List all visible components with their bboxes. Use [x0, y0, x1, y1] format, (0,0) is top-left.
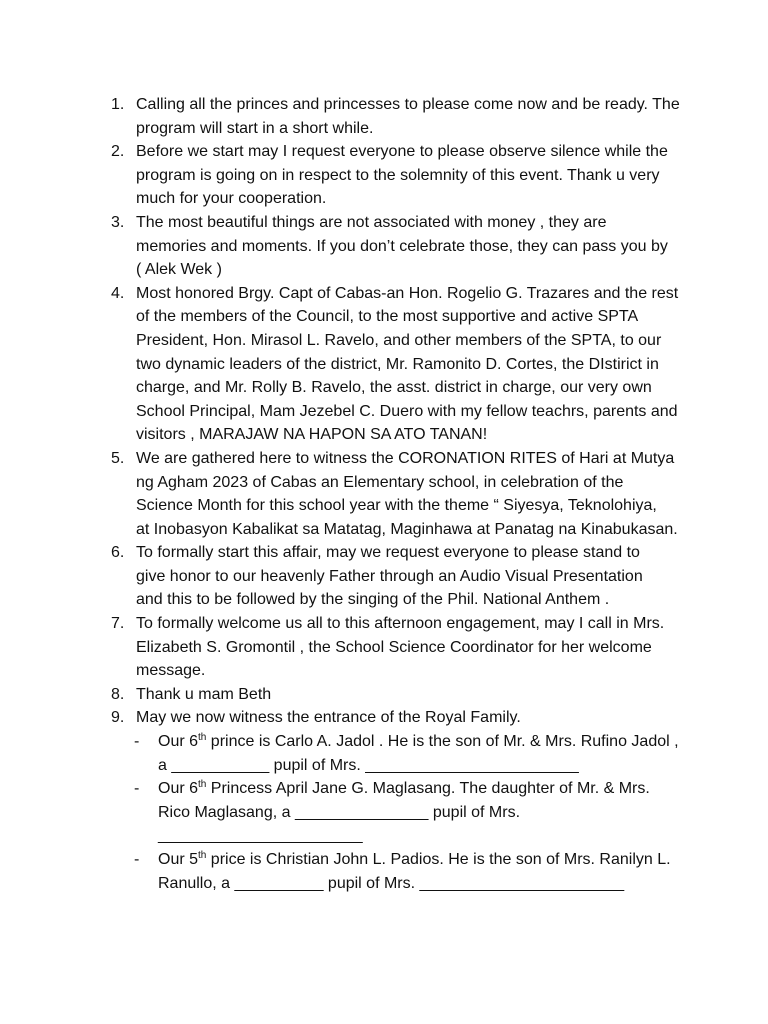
item-text: program is going on in respect to the solemnity of this event. Thank u very [136, 166, 660, 184]
list-item [0, 211, 676, 282]
item-text: visitors , MARAJAW NA HAPON SA ATO TANAN! [136, 426, 488, 444]
ordinal-suffix: th [198, 850, 207, 861]
entry-text: price is Christian John L. Padios. He is the son of Mrs. Ranilyn L. [206, 851, 671, 868]
item-text: message. [136, 662, 206, 680]
entry-text: Our 5 [158, 851, 199, 868]
entry-text: a ___________ pupil of Mrs. ________________________ [158, 756, 579, 774]
item-number: 8. [111, 685, 125, 703]
item-text: much for your cooperation. [136, 190, 327, 208]
item-text: School Principal, Mam Jezebel C. Duero with my fellow teachrs, parents and [136, 402, 678, 420]
dash-bullet: - [134, 733, 140, 751]
item-text: May we now witness the entrance of the Royal Family. [136, 709, 521, 727]
entry-text: Our 6 [158, 733, 199, 751]
item-number: 3. [111, 213, 125, 231]
entry-text: Ranullo, a __________ pupil of Mrs. _______________________ [158, 874, 625, 892]
item-text: give honor to our heavenly Father through an Audio Visual Presentation [136, 567, 643, 585]
item-text: We are gathered here to witness the CORONATION RITES of Hari at Mutya [136, 449, 675, 467]
item-text: Before we start may I request everyone to please observe silence while the [136, 143, 668, 161]
item-text: and this to be followed by the singing of the Phil. National Anthem . [136, 591, 610, 609]
item-number: 5. [111, 449, 125, 467]
item-text: Calling all the princes and princesses to please come now and be ready. The [136, 96, 680, 113]
royal-family-entry [0, 777, 678, 848]
item-text: President, Hon. Mirasol L. Ravelo, and other members of the SPTA, to our [136, 331, 662, 349]
entry-first-line [158, 730, 678, 754]
entry-text: prince is Carlo A. Jadol . He is the son of Mr. & Mrs. Rufino Jadol , [206, 733, 679, 751]
item-text: two dynamic leaders of the district, Mr. Ramonito D. Cortes, the DIstirict in [136, 355, 659, 373]
item-number: 2. [111, 143, 125, 161]
entry-first-line [158, 777, 678, 801]
list-item [0, 140, 676, 211]
item-text: charge, and Mr. Rolly B. Ravelo, the asst. district in charge, our very own [136, 379, 652, 397]
item-text: ( Alek Wek ) [136, 261, 222, 279]
list-item [0, 93, 680, 140]
royal-family-entry [0, 730, 678, 777]
royal-family-entry [0, 848, 678, 895]
item-text: To formally start this affair, may we request everyone to please stand to [136, 544, 640, 562]
list-item [0, 706, 676, 730]
item-text: Thank u mam Beth [136, 685, 272, 703]
program-script [0, 93, 768, 895]
item-number: 9. [111, 709, 125, 727]
list-item [0, 282, 679, 447]
item-number: 6. [111, 544, 125, 562]
ordinal-suffix: th [198, 779, 207, 791]
entry-text: Rico Maglasang, a _______________ pupil of Mrs. [158, 803, 521, 821]
item-text: Most honored Brgy. Capt of Cabas-an Hon. Rogelio G. Trazares and the rest [136, 284, 679, 302]
item-text: The most beautiful things are not associated with money , they are [136, 213, 607, 231]
entry-text: _______________________ [158, 827, 363, 845]
item-text: ng Agham 2023 of Cabas an Elementary school, in celebration of the [136, 473, 624, 491]
entry-text: Princess April Jane G. Maglasang. The daughter of Mr. & Mrs. [206, 780, 650, 798]
list-item [0, 447, 676, 541]
item-text: at Inobasyon Kabalikat sa Matatag, Maginhawa at Panatag na Kinabukasan. [136, 520, 678, 538]
list-item [0, 612, 676, 683]
list-item [0, 541, 676, 612]
list-item [0, 683, 676, 707]
dash-bullet: - [134, 851, 140, 868]
item-text: Science Month for this school year with the theme “ Siyesya, Teknolohiya, [136, 497, 657, 515]
item-text: of the members of the Council, to the most supportive and active SPTA [136, 308, 639, 326]
item-text: memories and moments. If you don’t celebrate those, they can pass you by [136, 237, 668, 255]
item-number: 7. [111, 615, 125, 633]
item-number: 1. [111, 96, 125, 113]
item-text: program will start in a short while. [136, 119, 374, 137]
item-text: Elizabeth S. Gromontil , the School Science Coordinator for her welcome [136, 638, 652, 656]
entry-first-line [158, 848, 678, 872]
item-text: To formally welcome us all to this afternoon engagement, may I call in Mrs. [136, 615, 665, 633]
item-number: 4. [111, 284, 125, 302]
dash-bullet: - [134, 780, 140, 798]
ordinal-suffix: th [198, 732, 207, 744]
entry-text: Our 6 [158, 780, 199, 798]
